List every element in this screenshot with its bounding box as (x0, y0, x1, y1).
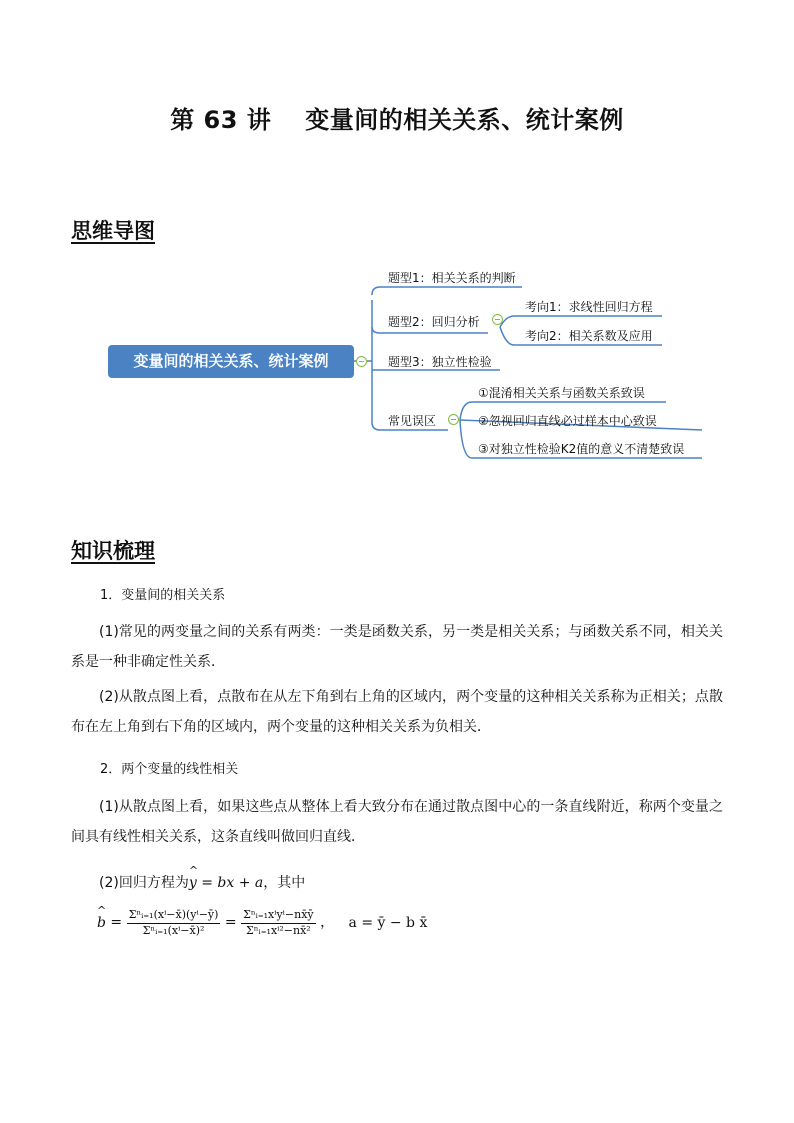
item-1-paragraph-1: (1)常见的两变量之间的关系有两类：一类是函数关系，另一类是相关关系；与函数关系不同，相关关系是一种非确定性关系． (71, 624, 723, 670)
regression-formula: ^ b = $\frac{\text{Σⁿᵢ₌₁(xⁱ−x̄)(yⁱ−ȳ)}}{\text{Σⁿᵢ₌₁(xⁱ−x̄)²}}$ = $\frac{\text{Σⁿᵢ₌₁xⁱyⁱ−nx̄ȳ}}{\text{Σⁿᵢ₌₁xⁱ²−nx̄²}}$ ， a = ȳ − b x̄ (97, 908, 427, 937)
fraction-2-numerator: Σⁿᵢ₌₁xⁱyⁱ−nx̄ȳ (241, 908, 316, 924)
fraction-1-numerator: Σⁿᵢ₌₁(xⁱ−x̄)(yⁱ−ȳ) (127, 908, 221, 924)
mindmap-branch-2-child-2[interactable]: 考向2：相关系数及应用 (525, 329, 653, 343)
item-2-title: 2．两个变量的线性相关 (100, 762, 239, 777)
collapse-icon[interactable] (492, 314, 503, 325)
lesson-number: 第 63 讲 (170, 106, 272, 134)
fraction-1 (127, 908, 221, 937)
mindmap-branch-4-child-3[interactable]: ③对独立性检验K2值的意义不清楚致误 (478, 442, 685, 456)
knowledge-heading: 知识梳理 (71, 539, 155, 563)
a-hat-expression: a = ȳ − b x̄ (348, 914, 428, 931)
regression-equation: ^ y = bx + a (189, 875, 263, 891)
mindmap-heading: 思维导图 (71, 219, 155, 243)
fraction-2-denominator: Σⁿᵢ₌₁xⁱ²−nx̄² (245, 924, 311, 937)
item-1-paragraph-2: (2)从散点图上看，点散布在从左下角到右上角的区域内，两个变量的这种相关关系称为正相关；点散布在左上角到右下角的区域内，两个变量的这种相关关系为负相关． (71, 689, 723, 735)
collapse-icon[interactable] (448, 414, 459, 425)
fraction-1-denominator: Σⁿᵢ₌₁(xⁱ−x̄)² (142, 924, 205, 937)
item-2-paragraph-1: (1)从散点图上看，如果这些点从整体上看大致分布在通过散点图中心的一条直线附近，称两个变量之间具有线性相关关系，这条直线叫做回归直线． (71, 799, 723, 845)
regression-prefix: (2)回归方程为 (99, 875, 189, 891)
mindmap-branch-2[interactable]: 题型2：回归分析 (388, 315, 480, 329)
collapse-icon[interactable] (356, 356, 367, 367)
item-2-paragraph-2 (99, 872, 305, 892)
mindmap-branch-3[interactable]: 题型3：独立性检验 (388, 355, 492, 369)
mindmap-branch-4-child-2[interactable]: ②忽视回归直线必过样本中心致误 (478, 414, 657, 428)
mindmap-branch-4-child-1[interactable]: ①混淆相关关系与函数关系致误 (478, 386, 645, 400)
fraction-2 (241, 908, 316, 937)
mindmap-branch-1[interactable]: 题型1：相关关系的判断 (388, 271, 516, 285)
regression-suffix: ，其中 (263, 875, 306, 891)
mindmap-branch-2-child-1[interactable]: 考向1：求线性回归方程 (525, 300, 653, 314)
b-hat: ^ b (97, 915, 106, 931)
mindmap-branch-4[interactable]: 常见误区 (388, 414, 437, 428)
mindmap-root[interactable]: 变量间的相关关系、统计案例 (108, 345, 354, 378)
lesson-topic: 变量间的相关关系、统计案例 (305, 106, 624, 134)
item-1-title: 1．变量间的相关关系 (100, 588, 226, 603)
